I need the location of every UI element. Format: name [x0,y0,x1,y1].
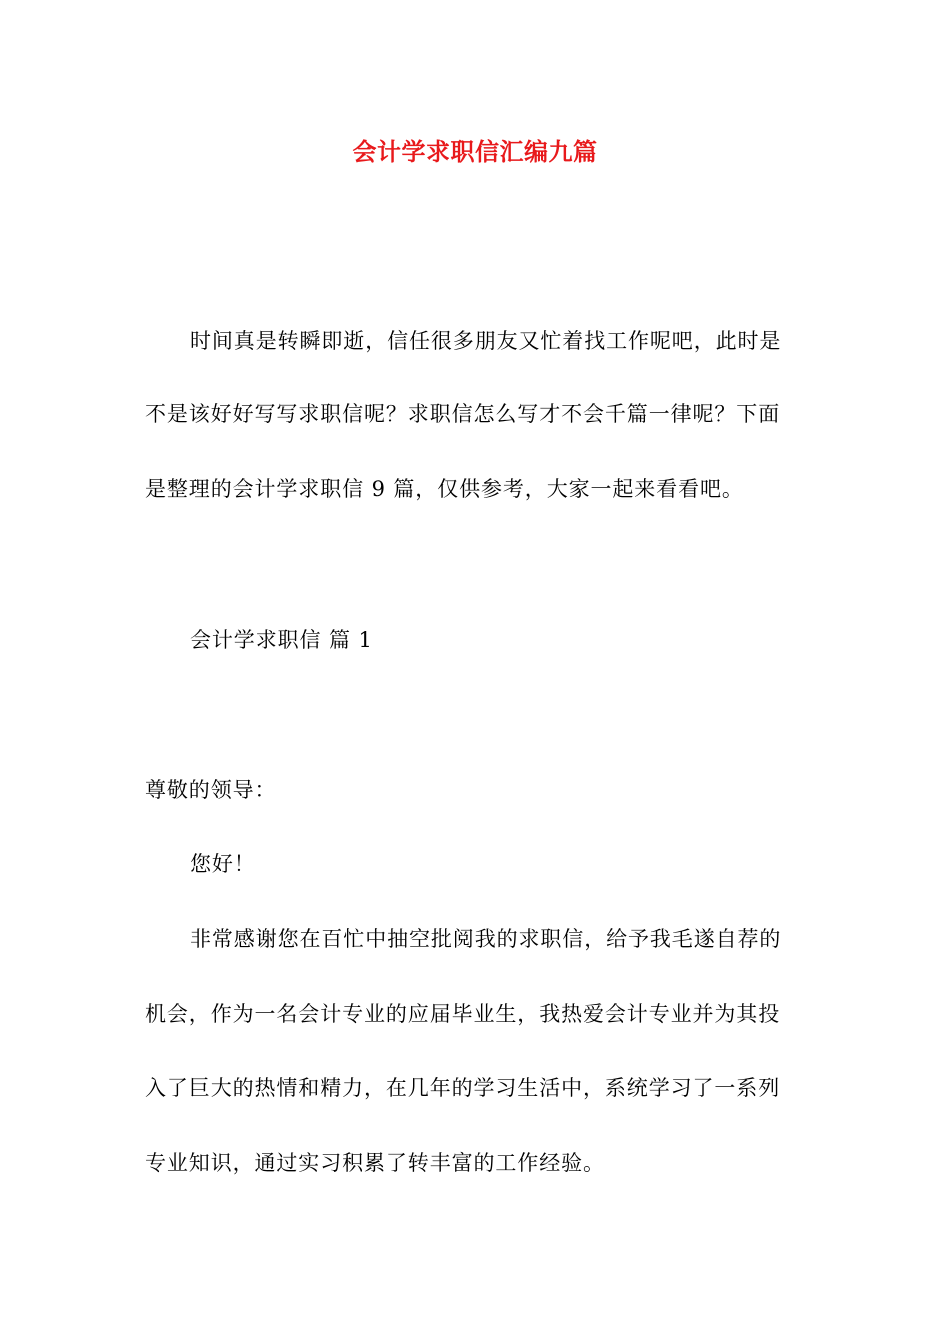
document-title: 会计学求职信汇编九篇 [352,137,598,166]
greeting: 您好！ [190,852,256,876]
intro-line-2: 不是该好好写写求职信呢？求职信怎么写才不会千篇一律呢？下面 [145,402,781,426]
section-heading: 会计学求职信 篇 1 [190,628,373,652]
body-line-2: 机会，作为一名会计专业的应届毕业生，我热爱会计专业并为其投 [145,1002,781,1026]
body-line-3: 入了巨大的热情和精力，在几年的学习生活中，系统学习了一系列 [145,1076,781,1100]
salutation: 尊敬的领导： [145,778,277,802]
intro-line-3: 是整理的会计学求职信 9 篇，仅供参考，大家一起来看看吧。 [145,477,744,501]
body-line-1: 非常感谢您在百忙中抽空批阅我的求职信，给予我毛遂自荐的 [190,927,782,951]
intro-line-1: 时间真是转瞬即逝，信任很多朋友又忙着找工作呢吧，此时是 [190,329,782,353]
body-line-4: 专业知识，通过实习积累了转丰富的工作经验。 [145,1151,605,1175]
